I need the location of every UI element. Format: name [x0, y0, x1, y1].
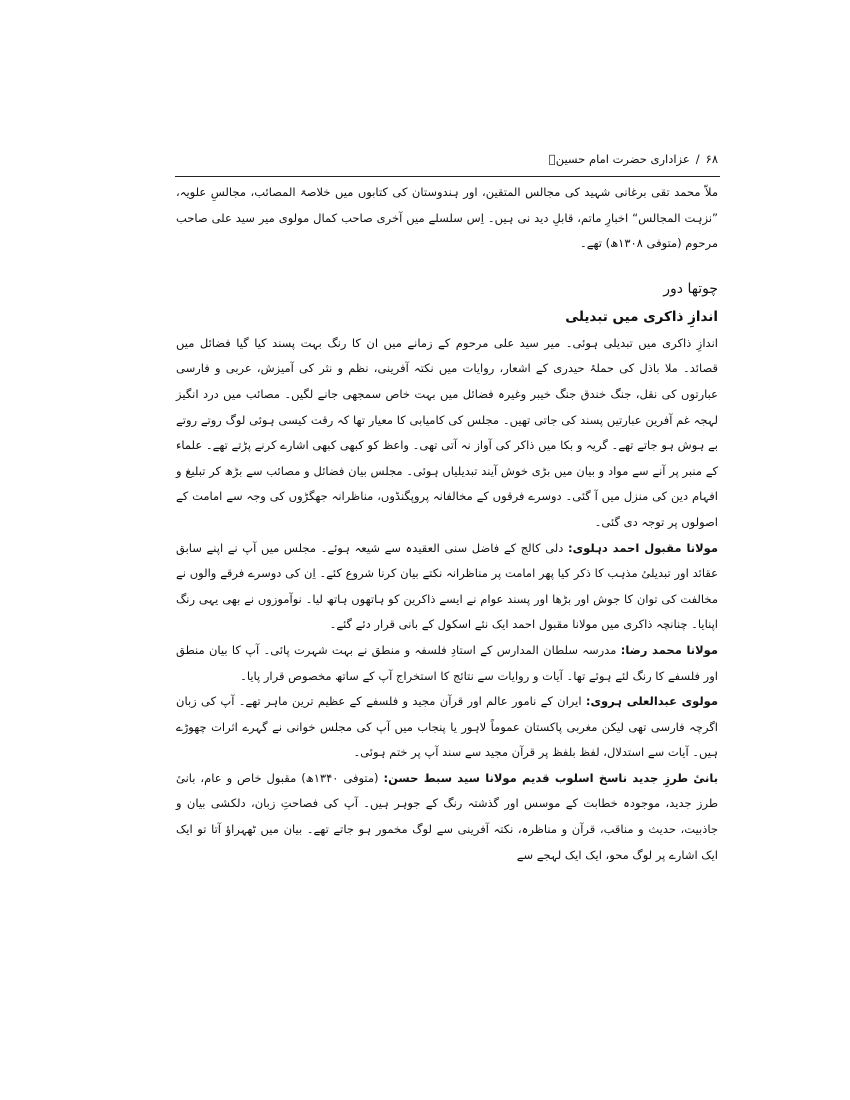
paragraph-lead: مولانا مقبول احمد دہلوی:: [568, 540, 718, 555]
section-heading: چوتھا دور: [663, 280, 718, 297]
header-rule: [175, 176, 720, 177]
body-paragraph: [176, 689, 718, 766]
body-paragraph: [176, 766, 718, 868]
page-body: [176, 180, 718, 868]
paragraph-text: اندازِ ذاکری میں تبدیلی ہوئی۔ میر سید علی مرحوم کے زمانے میں ان کا رنگ بہت پسند کیا گیا فضائل میں قصائد۔ ملا باذل کی حملۂ حیدری کے اشعار، روایات میں نکتہ آفرینی، نظم و نثر کی آمیزش، عربی و فارسی عبارتوں کی نقل، جنگ خندق جنگ خیبر وغیرہ فضائل میں بہت خاص سمجھی جانے لگیں۔ مصائب میں درد انگیز لہجہ غم آفرین عبارتیں پسند کی جاتی تھیں۔ مجلس کی کامیابی کا معیار تھا کہ رقت کیسی ہوئی لوگ روتے روتے بے ہوش ہو جاتے تھے۔ گریہ و بکا میں ذاکر کی آواز نہ آتی تھی۔ واعظ کو کبھی کبھی اشارے کرنے پڑتے تھے۔ علماء کے منبر پر آنے سے مواد و بیان میں بڑی خوش آیند تبدیلیاں ہوئی۔ مجلس بیان فضائل و مصائب سے بڑھ کر تبلیغ و افہام دین کی منزل میں آ گئی۔ دوسرے فرقوں کے مخالفانہ پروپگنڈوں، مناظرانہ جھگڑوں کی وجہ سے امامت کے اصولوں پر توجہ دی گئی۔: [176, 335, 718, 529]
body-paragraph: [176, 638, 718, 689]
paragraph-text: ایران کے نامور عالم اور قرآن مجید و فلسفے کے عظیم ترین ماہر تھے۔ آپ کی زبان اگرچہ فارسی تھی لیکن مغربی پاکستان عموماً لاہور یا پنجاب میں آپ کی مجلس خوانی نے گہرے اثرات چھوڑے ہیں۔ آیات سے استدلال، لفظ بلفظ پر قرآن مجید سے سند آپ پر ختم ہوئی۔: [176, 694, 718, 760]
book-title: عزاداری حضرت امام حسینؑ: [548, 152, 690, 166]
page-number: ۶۸: [705, 152, 718, 166]
opening-paragraph: ملاّ محمد تقی برغانی شہید کی مجالس المتقین، اور ہندوستان کی کتابوں میں خلاصۃ المصائب، مجالسِ علویہ، ”نزہت المجالس“ اخبارِ ماتم، قابلِ دید نی ہیں۔ اِس سلسلے میں آخری صاحب کمال مولوی میر سید علی صاحب مرحوم (متوفی ۱۳۰۸ھ) تھے۔: [176, 185, 718, 251]
body-paragraph: [176, 536, 718, 638]
paragraph-text: مدرسہ سلطان المدارس کے استادِ فلسفہ و منطق نے بہت شہرت پائی۔ آپ کا بیان منطق اور فلسفے کا رنگ لئے ہوئے تھا۔ آیات و روایات سے نتائج کا استخراج آپ کے ساتھ مخصوص قرار پایا۔: [176, 642, 718, 683]
paragraph-lead: بانیٔ طرزِ جدید ناسخ اسلوب قدیم مولانا سید سبط حسن:: [383, 770, 719, 785]
header-separator: /: [695, 152, 700, 166]
paragraph-lead: مولوی عبدالعلی ہروی:: [585, 694, 719, 709]
subsection-heading: اندازِ ذاکری میں تبدیلی: [565, 308, 718, 325]
paragraph-text: دلی کالج کے فاضل سنی العقیدہ سے شیعہ ہوئے۔ مجلس میں آپ نے اپنے سابق عقائد اور تبدیلیٔ مذہب کا ذکر کیا پھر امامت پر مناظرانہ نکتے بیان کرنا شروع کئے۔ اِن کی دوسرے فرقے والوں نے مخالفت کی توان کا جوش اور بڑھا اور پسند عوام نے ایسے ذاکرین کو ہاتھوں ہاتھ لیا۔ نوآموزوں نے بھی یہی رنگ اپنایا۔ چنانچہ ذاکری میں مولانا مقبول احمد ایک نئے اسکول کے بانی قرار دئے گئے۔: [176, 540, 718, 632]
paragraph-lead: مولانا محمد رضا:: [620, 642, 719, 657]
paragraph-text: (متوفی ۱۳۴۰ھ) مقبول خاص و عام، بانیٔ طرز جدید، موجودہ خطابت کے موسس اور گذشتہ رنگ کے جوہر ہیں۔ آپ کی فصاحتِ زبان، دلکشی بیان و جاذبیت، حدیث و مناقب، قرآن و مناظرہ، نکتہ آفرینی سے لوگ مخمور ہو جاتے تھے۔ بیان میں ٹھہراؤ آتا تو ایک ایک اشارے پر لوگ محو، ایک ایک لہجے سے: [176, 770, 718, 862]
body-paragraph: [176, 331, 718, 536]
running-header: [178, 147, 718, 171]
